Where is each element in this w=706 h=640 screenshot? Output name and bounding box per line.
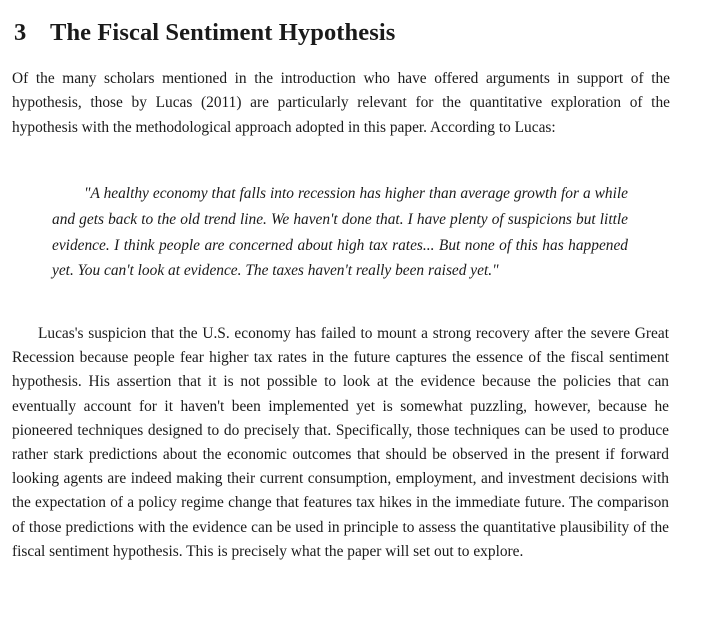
lucas-quote: "A healthy economy that falls into recession has higher than average growth for a while and gets back to the old trend line. We haven't done that. I have plenty of suspicions but little evidence. I think people are concerned about high tax rates... But none of this has happened yet. You can't look at evidence. The taxes haven't really been raised yet.": [52, 185, 628, 280]
main-paragraph: Lucas's suspicion that the U.S. economy has failed to mount a strong recovery after the severe Great Recession because people fear higher tax rates in the future captures the essence of the fiscal sentiment hypothesis. His assertion that it is not possible to look at the evidence because the policies that can eventually account for it haven't been implemented yet is somewhat puzzling, however, because he pioneered techniques designed to do precisely that. Specifically, those techniques can be used to produce rather stark predictions about the economic outcomes that should be observed in the present if forward looking agents are indeed making their current consumption, employment, and investment decisions with the expectation of a policy regime change that features tax hikes in the immediate future. The comparison of those predictions with the evidence can be used in principle to assess the quantitative plausibility of the fiscal sentiment hypothesis. This is precisely what the paper will set out to explore.: [12, 325, 669, 560]
section-number: 3: [14, 19, 27, 46]
section-heading: [14, 18, 395, 48]
intro-paragraph: Of the many scholars mentioned in the introduction who have offered arguments in support of the hypothesis, those by Lucas (2011) are particularly relevant for the quantitative exploration of the hypothesis with the methodological approach adopted in this paper. According to Lucas:: [12, 70, 670, 136]
section-title: The Fiscal Sentiment Hypothesis: [50, 19, 396, 46]
